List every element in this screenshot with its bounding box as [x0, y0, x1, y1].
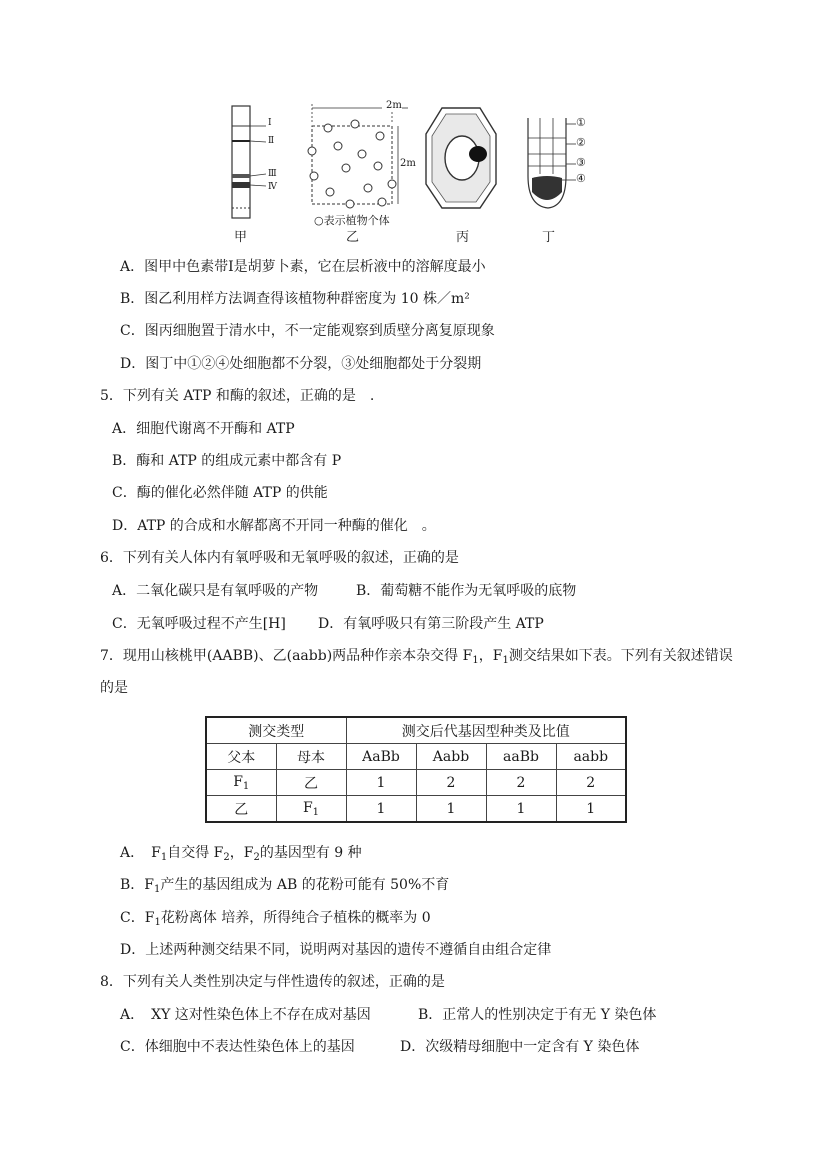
q7-option-d	[120, 940, 551, 960]
table-cell: 2	[486, 770, 556, 796]
q7-option-text: ，F	[229, 845, 254, 861]
q7-option-text: 自交得 F	[167, 845, 224, 861]
q4-option-a: A．图甲中色素带Ⅰ是胡萝卜素，它在层析液中的溶解度最小	[120, 259, 486, 275]
q8-option-b: B．正常人的性别决定于有无 Y 染色体	[418, 1007, 657, 1023]
table-cell	[276, 796, 346, 823]
q4-option-d: D．图丁中①②④处细胞都不分裂，③处细胞都处于分裂期	[120, 356, 482, 372]
q8-option-a: A． XY 这对性染色体上不存在成对基因	[120, 1007, 371, 1023]
q6-option-c: C．无氧呼吸过程不产生[H]	[112, 616, 286, 632]
figure-bing-cell	[426, 108, 496, 208]
q7-option-text: C．F	[120, 910, 155, 926]
q7-stem-line2: 的是	[100, 680, 128, 696]
q6-stem: 6．下列有关人体内有氧呼吸和无氧呼吸的叙述，正确的是	[100, 550, 459, 566]
q6-option-d: D．有氧呼吸只有第三阶段产生 ATP	[318, 616, 544, 632]
table-subheader: aaBb	[486, 744, 556, 770]
q5-stem: 5．下列有关 ATP 和酶的叙述，正确的是 .	[100, 388, 375, 404]
figure-label-jia: 甲	[234, 230, 248, 245]
q8-option-c: C．体细胞中不表达性染色体上的基因	[120, 1039, 355, 1055]
q7-stem-part: ，F	[478, 648, 503, 664]
q7-option-text: D．上述两种测交结果不同，说明两对基因的遗传不遵循自由组合定律	[120, 942, 552, 958]
subscript: 1	[154, 917, 161, 928]
table-cell: 1	[556, 796, 626, 823]
subscript: 1	[472, 655, 479, 666]
ding-mark: ③	[576, 156, 586, 169]
q7-stem-part: 测交结果如下表。下列有关叙述错误	[508, 648, 733, 664]
table-row	[206, 796, 626, 823]
figure-label-bing: 丙	[456, 230, 470, 245]
table-cell: 2	[416, 770, 486, 796]
table-cell: 1	[346, 770, 416, 796]
q7-option-text: 花粉离体 培养，所得纯合子植株的概率为 0	[160, 910, 431, 926]
subscript: 2	[223, 852, 230, 863]
figure-label-ding: 丁	[542, 230, 556, 245]
q7-option-text: B．F	[120, 877, 155, 893]
ding-mark: ④	[576, 172, 586, 185]
q8-stem: 8．下列有关人类性别决定与伴性遗传的叙述，正确的是	[100, 974, 445, 990]
figure-yi-quadrat	[308, 104, 408, 208]
q5-option-d: D．ATP 的合成和水解都离不开同一种酶的催化 。	[112, 518, 436, 534]
ding-mark: ②	[576, 136, 586, 149]
jia-band-label: Ⅱ	[268, 136, 275, 146]
table-cell: 2	[556, 770, 626, 796]
table-subheader: 母本	[276, 744, 346, 770]
table-cell: 乙	[206, 796, 276, 823]
jia-band-label: Ⅰ	[268, 118, 272, 128]
q4-option-b: B．图乙利用样方法调查得该植物种群密度为 10 株／m²	[120, 291, 470, 307]
q5-option-a: A．细胞代谢离不开酶和 ATP	[112, 421, 295, 437]
q6-option-a: A．二氧化碳只是有氧呼吸的产物	[112, 583, 319, 599]
q7-option-text: 的基因型有 9 种	[259, 845, 362, 861]
table-subheader: aabb	[556, 744, 626, 770]
table-cell: 乙	[276, 770, 346, 796]
table-cell	[206, 770, 276, 796]
table-cell: 1	[416, 796, 486, 823]
table-subheader: Aabb	[416, 744, 486, 770]
table-row	[206, 770, 626, 796]
table-cell-text: F	[302, 799, 313, 816]
subscript: 1	[312, 806, 320, 818]
testcross-table	[205, 716, 627, 823]
figure-ding-root-tip	[528, 118, 576, 208]
q7-option-text: A． F	[120, 845, 161, 861]
q6-option-b: B．葡萄糖不能作为无氧呼吸的底物	[356, 583, 577, 599]
q4-option-c: C．图丙细胞置于清水中，不一定能观察到质壁分离复原现象	[120, 323, 495, 339]
q7-stem-part: 7．现用山核桃甲(AABB)、乙(aabb)两品种作亲本杂交得 F	[100, 648, 473, 664]
q8-option-d: D．次级精母细胞中一定含有 Y 染色体	[400, 1039, 640, 1055]
table-cell-text: F	[233, 773, 243, 790]
yi-height-label: 2m	[400, 158, 416, 169]
subscript: 1	[242, 780, 250, 792]
jia-band-label: Ⅲ	[268, 169, 277, 179]
figure-jia-strip	[232, 106, 266, 218]
q7-option-a	[120, 843, 362, 868]
subscript: 1	[160, 852, 168, 863]
subscript: 1	[154, 884, 161, 895]
jia-band-label: Ⅳ	[268, 182, 277, 192]
q7-option-c	[120, 908, 431, 933]
table-subheader: 父本	[206, 744, 276, 770]
q7-option-b	[120, 875, 449, 900]
table-header-cross-type: 测交类型	[206, 717, 346, 744]
ding-mark: ①	[576, 116, 586, 129]
yi-width-label: 2m	[386, 100, 402, 111]
yi-legend-note: ○表示植物个体	[314, 214, 390, 227]
q5-option-b: B．酶和 ATP 的组成元素中都含有 P	[112, 453, 342, 469]
table-cell: 1	[346, 796, 416, 823]
figure-label-yi: 乙	[346, 230, 360, 245]
table-cell: 1	[486, 796, 556, 823]
figure-group	[210, 96, 600, 246]
q7-option-text: 产生的基因组成为 AB 的花粉可能有 50%不育	[160, 877, 450, 893]
table-subheader: AaBb	[346, 744, 416, 770]
subscript: 1	[502, 655, 509, 666]
q7-stem	[100, 646, 733, 671]
q5-option-c: C．酶的催化必然伴随 ATP 的供能	[112, 485, 328, 501]
subscript: 2	[253, 852, 260, 863]
table-header-offspring: 测交后代基因型种类及比值	[346, 717, 626, 744]
